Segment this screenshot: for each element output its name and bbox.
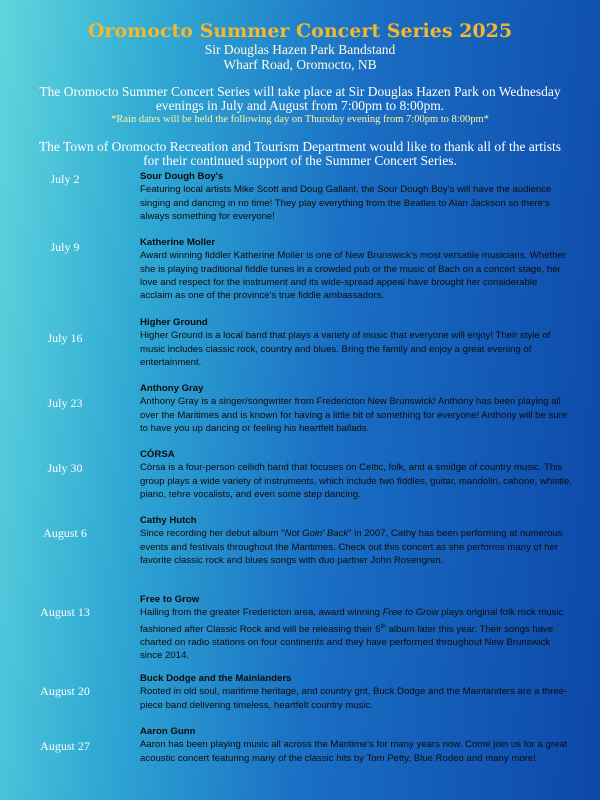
venue-name: Sir Douglas Hazen Park Bandstand xyxy=(204,42,396,57)
artist-description: Aaron has been playing music all across the Maritime's for many years now. Come join us for a great acoustic concert featuring many of the classic hits by Tom Petty, Blue Rodeo and many more! xyxy=(140,739,568,764)
thanks-text: The Town of Oromocto Recreation and Tourism Department would like to thank all of the artists for their continued support of the Summer Concert Series. xyxy=(38,139,562,168)
event-info xyxy=(140,725,572,765)
artist-name: Aaron Gunn xyxy=(140,726,196,737)
description-text: Since recording her debut album “ xyxy=(140,528,285,540)
event-date: August 6 xyxy=(43,526,87,540)
album-title: Not Goin' Back xyxy=(284,528,349,540)
page-title: Oromocto Summer Concert Series 2025 xyxy=(87,20,513,42)
venue-address: Wharf Road, Oromocto, NB xyxy=(223,57,377,72)
poster-header xyxy=(0,0,600,168)
description-text: Hailing from the greater Fredericton area, award winning xyxy=(140,607,383,619)
artist-name: Cathy Hutch xyxy=(140,515,197,526)
event-info xyxy=(140,448,572,501)
event-info xyxy=(140,236,572,302)
artist-description: Rooted in old soul, maritime heritage, and country grit, Buck Dodge and the Mainlanders are a three-piece band delivering timeless, heartfelt country music. xyxy=(140,686,568,711)
description-text: plays original folk rock music fashioned after Classic Rock and will be releasing their 6 xyxy=(140,607,564,635)
event-date: August 13 xyxy=(40,605,90,619)
band-name-italic: Free to Grow xyxy=(382,607,439,619)
artist-description xyxy=(140,527,572,567)
artist-name: Katherine Moller xyxy=(140,237,216,248)
artist-description: Higher Ground is a local band that plays a variety of music that everyone will enjoy! Their style of music includes classic rock, country and blues. Bring the family and enjoy a great evening of entertainment. xyxy=(140,330,551,368)
artist-name: Sour Dough Boy's xyxy=(140,171,224,182)
event-date: August 27 xyxy=(40,739,90,753)
description-text: ” in 2007, Cathy has been performing at numerous events and festivals throughout the Maritimes. Check out this concert as she performs many of her favorite classic rock and blues songs with duo partner John Rosengren. xyxy=(140,528,563,566)
artist-name: CÒRSA xyxy=(140,449,175,460)
event-info xyxy=(140,382,572,435)
event-date: July 16 xyxy=(47,331,83,345)
event-date: July 30 xyxy=(47,461,83,475)
event-date: August 20 xyxy=(40,684,90,698)
artist-name: Buck Dodge and the Mainlanders xyxy=(140,673,292,684)
artist-name: Anthony Gray xyxy=(140,383,204,394)
event-info xyxy=(140,170,572,223)
artist-description: Featuring local artists Mike Scott and Doug Gallant, the Sour Dough Boy's will have the audience singing and dancing in no time! They play everything from the Beatles to Alan Jackson so there's always something for everyone! xyxy=(140,184,552,222)
rain-date-note: *Rain dates will be held the following day on Thursday evening from 7:00pm to 8:00pm* xyxy=(111,114,489,125)
artist-description xyxy=(140,606,572,662)
event-date: July 2 xyxy=(50,172,80,186)
artist-description: Award winning fiddler Katherine Moller is one of New Brunswick's most versatile musicians. Whether she is playing traditional fiddle tunes in a crowded pub or the music of Bach on a concert stage, her love and respect for the instrument and its wide-spread appeal have brought her considerable acclaim as one of the province's true fiddle ambassadors. xyxy=(140,250,567,302)
event-info xyxy=(140,316,572,369)
event-date: July 9 xyxy=(50,240,80,254)
event-info xyxy=(140,593,572,663)
artist-name: Free to Grow xyxy=(140,594,200,605)
description-text: album later this year. Their songs have charted on radio stations on four continents and they have performed throughout New Brunswick since 2014. xyxy=(140,623,554,662)
artist-description: Còrsa is a four-person ceilidh band that focuses on Celtic, folk, and a smidge of country music. This group plays a wide variety of instruments, which include two fiddles, guitar, mandolin, cahone, whistle, piano, tehre vocalists, and even some step dancing. xyxy=(140,462,572,500)
event-info xyxy=(140,514,572,567)
ordinal-suffix: th xyxy=(380,622,386,630)
artist-description: Anthony Gray is a singer/songwriter from Fredericton New Brunswick! Anthony has been playing all over the Maritimes and is known for having a little bit of something for everyone! Anthony will be sure to have you up dancing or feeling his heartfelt ballads. xyxy=(140,396,568,434)
artist-name: Higher Ground xyxy=(140,317,208,328)
event-date: July 23 xyxy=(47,396,83,410)
event-info xyxy=(140,672,572,712)
intro-text: The Oromocto Summer Concert Series will take place at Sir Douglas Hazen Park on Wednesday evenings in July and August from 7:00pm to 8:00pm. xyxy=(39,84,561,113)
